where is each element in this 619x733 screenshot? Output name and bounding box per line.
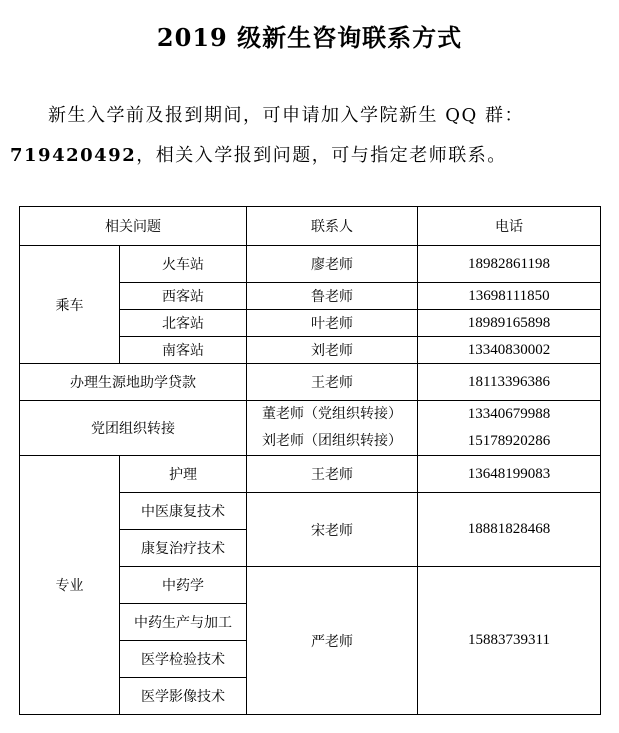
phone-number: 15883739311 [418,567,601,715]
major-name: 中医康复技术 [120,493,247,530]
contact-name: 鲁老师 [247,283,418,310]
party-topic: 党团组织转接 [20,401,247,456]
intro-line-1: 新生入学前及报到期间，可申请加入学院新生 QQ 群： [48,105,524,126]
intro-line-2-text: ，相关入学报到问题，可与指定老师联系。 [136,145,507,166]
major-name: 护理 [120,456,247,493]
page-title: 2019 级新生咨询联系方式 [156,23,463,52]
qq-group-number: 719420492 [10,145,137,166]
phone-number: 13698111850 [418,283,601,310]
loan-topic: 办理生源地助学贷款 [20,364,247,401]
intro-paragraph [10,96,606,176]
party-contacts [247,401,418,456]
major-name: 医学影像技术 [120,678,247,715]
station-name: 南客站 [120,337,247,364]
major-name: 医学检验技术 [120,641,247,678]
table-row [20,456,601,493]
ride-category: 乘车 [20,246,120,364]
contact-name: 宋老师 [247,493,418,567]
header-topic: 相关问题 [20,207,247,246]
contact-name: 董老师（党组织转接） [262,406,402,422]
phone-number: 18989165898 [418,310,601,337]
phone-number: 15178920286 [467,433,551,449]
phone-number: 18982861198 [418,246,601,283]
contact-name: 廖老师 [247,246,418,283]
contact-table [19,206,601,715]
station-name: 西客站 [120,283,247,310]
phone-number: 13340679988 [467,406,551,422]
contact-name: 王老师 [247,364,418,401]
phone-number: 13340830002 [418,337,601,364]
contact-name: 叶老师 [247,310,418,337]
contact-name: 刘老师 [247,337,418,364]
major-name: 中药生产与加工 [120,604,247,641]
table-header-row [20,207,601,246]
contact-name: 刘老师（团组织转接） [262,433,402,449]
station-name: 火车站 [120,246,247,283]
phone-number: 18113396386 [418,364,601,401]
table-row [20,246,601,283]
table-row [20,364,601,401]
contact-name: 王老师 [247,456,418,493]
station-name: 北客站 [120,310,247,337]
major-category: 专业 [20,456,120,715]
intro-line-2 [10,136,606,176]
major-name: 康复治疗技术 [120,530,247,567]
phone-number: 18881828468 [418,493,601,567]
header-contact: 联系人 [247,207,418,246]
major-name: 中药学 [120,567,247,604]
header-phone: 电话 [418,207,601,246]
party-phones [418,401,601,456]
phone-number: 13648199083 [418,456,601,493]
contact-name: 严老师 [247,567,418,715]
table-row [20,401,601,456]
